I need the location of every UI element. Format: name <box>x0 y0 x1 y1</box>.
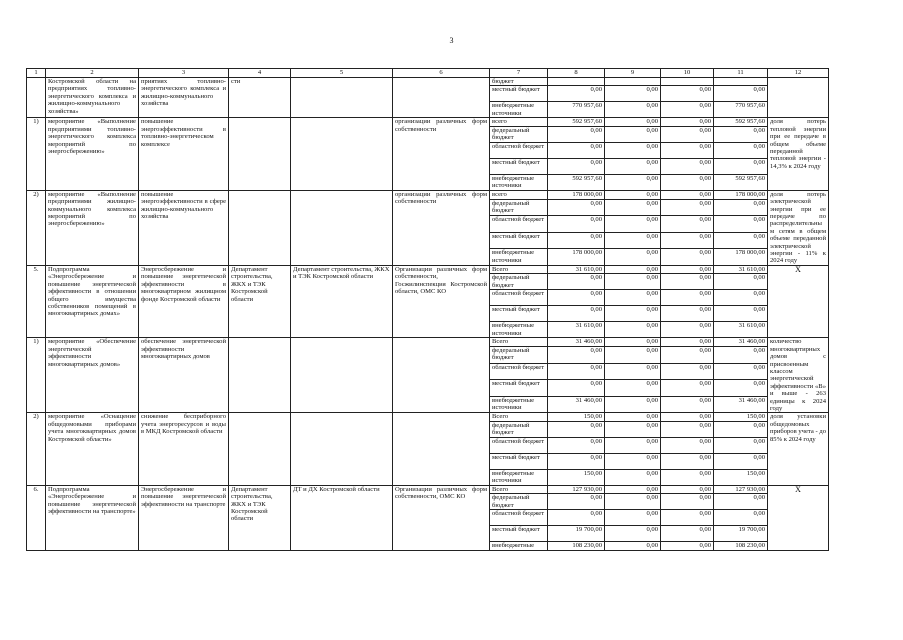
amount-col10: 0,00 <box>661 174 714 190</box>
amount-col9 <box>605 78 661 86</box>
col-header: 4 <box>229 69 291 78</box>
amount-col9: 0,00 <box>605 102 661 118</box>
amount-col10: 0,00 <box>661 86 714 102</box>
amount-col10: 0,00 <box>661 249 714 266</box>
amount-col9: 0,00 <box>605 190 661 199</box>
amount-total: 31 460,00 <box>548 396 605 413</box>
amount-col10: 0,00 <box>661 158 714 174</box>
event-goal: повышение энергоэффективности в сфере жилищно-коммунального хозяйства <box>139 190 229 265</box>
event-name: мероприятие «Выполнение предприятиями топливно-энергетического комплекса мероприятий по энергосбережению» <box>46 118 139 190</box>
amount-col11: 0,00 <box>714 274 768 290</box>
amount-total: 0,00 <box>548 126 605 142</box>
amount-col11: 0,00 <box>714 86 768 102</box>
amount-col10: 0,00 <box>661 274 714 290</box>
event-goal: Энергосбережение и повышение энергетической эффективности на транспорте <box>139 485 229 550</box>
amount-col10: 0,00 <box>661 118 714 126</box>
co-executor <box>291 338 393 413</box>
amount-col11: 0,00 <box>714 437 768 453</box>
funding-source: местный бюджет <box>490 86 548 102</box>
funding-source: внебюджетные <box>490 542 548 550</box>
event-name: Костромской области на предприятиях топливно-энергетического комплекса и жилищно-коммунального хозяйства» <box>46 78 139 118</box>
amount-col11: 0,00 <box>714 232 768 249</box>
amount-col11 <box>714 78 768 86</box>
target-indicator <box>768 78 829 118</box>
event-goal: обеспечение энергетической эффективности многоквартирных домов <box>139 338 229 413</box>
responsible-executor <box>229 338 291 413</box>
amount-col11: 0,00 <box>714 510 768 526</box>
participants: Организации различных форм собственности, ОМС КО <box>393 485 490 550</box>
amount-total: 150,00 <box>548 469 605 485</box>
table-row <box>27 338 829 347</box>
funding-source: бюджет <box>490 78 548 86</box>
amount-col11: 0,00 <box>714 494 768 510</box>
amount-col11: 150,00 <box>714 413 768 421</box>
amount-total: 31 610,00 <box>548 265 605 273</box>
funding-source: федеральный бюджет <box>490 346 548 363</box>
amount-col11: 150,00 <box>714 469 768 485</box>
col-header: 9 <box>605 69 661 78</box>
amount-col11: 178 000,00 <box>714 249 768 266</box>
amount-total: 0,00 <box>548 158 605 174</box>
amount-col9: 0,00 <box>605 469 661 485</box>
responsible-executor <box>229 118 291 190</box>
amount-col9: 0,00 <box>605 453 661 469</box>
row-number: 5. <box>27 265 46 337</box>
event-name: Подпрограмма «Энергосбережение и повышение энергетической эффективности на транспорте» <box>46 485 139 550</box>
amount-col10: 0,00 <box>661 216 714 233</box>
amount-col9: 0,00 <box>605 510 661 526</box>
col-header: 6 <box>393 69 490 78</box>
row-number: 6. <box>27 485 46 550</box>
amount-col9: 0,00 <box>605 396 661 413</box>
responsible-executor: Департамент строительства, ЖКХ и ТЭК Костромской области <box>229 265 291 337</box>
amount-col10: 0,00 <box>661 142 714 158</box>
amount-total: 0,00 <box>548 306 605 322</box>
amount-col9: 0,00 <box>605 346 661 363</box>
col-header: 1 <box>27 69 46 78</box>
amount-total: 31 460,00 <box>548 338 605 347</box>
amount-col11: 0,00 <box>714 363 768 380</box>
amount-col11: 0,00 <box>714 290 768 306</box>
amount-col11: 0,00 <box>714 126 768 142</box>
funding-source: областной бюджет <box>490 216 548 233</box>
amount-col11: 0,00 <box>714 380 768 397</box>
funding-source: всего <box>490 118 548 126</box>
amount-total: 108 230,00 <box>548 542 605 550</box>
amount-col10: 0,00 <box>661 485 714 493</box>
funding-source: местный бюджет <box>490 380 548 397</box>
amount-total: 0,00 <box>548 274 605 290</box>
amount-col10: 0,00 <box>661 338 714 347</box>
amount-col11: 0,00 <box>714 199 768 216</box>
amount-col9: 0,00 <box>605 158 661 174</box>
participants <box>393 78 490 118</box>
amount-col11: 0,00 <box>714 346 768 363</box>
amount-total: 178 000,00 <box>548 190 605 199</box>
amount-col10: 0,00 <box>661 526 714 542</box>
table-row <box>27 485 829 493</box>
amount-col10: 0,00 <box>661 437 714 453</box>
participants <box>393 413 490 485</box>
amount-col9: 0,00 <box>605 265 661 273</box>
amount-total: 19 700,00 <box>548 526 605 542</box>
amount-col10: 0,00 <box>661 199 714 216</box>
table-row <box>27 413 829 421</box>
amount-total: 0,00 <box>548 232 605 249</box>
amount-col10: 0,00 <box>661 265 714 273</box>
event-name: мероприятие «Выполнение предприятиями жилищно-коммунального комплекса мероприятий по энергосбережению» <box>46 190 139 265</box>
amount-total: 127 930,00 <box>548 485 605 493</box>
amount-col11: 592 957,60 <box>714 118 768 126</box>
co-executor <box>291 190 393 265</box>
amount-col10: 0,00 <box>661 306 714 322</box>
funding-source: Всего <box>490 485 548 493</box>
funding-source: местный бюджет <box>490 158 548 174</box>
co-executor <box>291 118 393 190</box>
target-indicator: доля потерь тепловой энергии при ее передаче в общем объеме переданной тепловой энергии - 14,3% к 2024 году <box>768 118 829 190</box>
col-header: 5 <box>291 69 393 78</box>
program-funding-table <box>26 68 829 551</box>
table-row <box>27 118 829 126</box>
amount-col10: 0,00 <box>661 232 714 249</box>
col-header: 3 <box>139 69 229 78</box>
amount-col9: 0,00 <box>605 322 661 338</box>
event-goal: приятиях топливно-энергетического комплекса и жилищно-коммунального хозяйства <box>139 78 229 118</box>
amount-total: 0,00 <box>548 421 605 437</box>
funding-source: федеральный бюджет <box>490 274 548 290</box>
row-number: 1) <box>27 338 46 413</box>
table-row <box>27 78 829 86</box>
amount-col11: 0,00 <box>714 421 768 437</box>
table-row <box>27 265 829 273</box>
amount-total: 31 610,00 <box>548 322 605 338</box>
amount-col10: 0,00 <box>661 380 714 397</box>
amount-col9: 0,00 <box>605 306 661 322</box>
amount-col9: 0,00 <box>605 274 661 290</box>
amount-col11: 31 610,00 <box>714 322 768 338</box>
amount-col10 <box>661 78 714 86</box>
page-number: 3 <box>449 36 454 45</box>
responsible-executor: Департамент строительства, ЖКХ и ТЭК Костромской области <box>229 485 291 550</box>
co-executor <box>291 413 393 485</box>
amount-total: 0,00 <box>548 437 605 453</box>
amount-col10: 0,00 <box>661 363 714 380</box>
amount-col10: 0,00 <box>661 396 714 413</box>
amount-col9: 0,00 <box>605 421 661 437</box>
funding-source: внебюджетные источники <box>490 249 548 266</box>
amount-col11: 770 957,60 <box>714 102 768 118</box>
amount-col9: 0,00 <box>605 174 661 190</box>
funding-source: Всего <box>490 338 548 347</box>
co-executor: ДТ и ДХ Костромской области <box>291 485 393 550</box>
target-indicator: Х <box>768 265 829 337</box>
funding-source: внебюджетные источники <box>490 469 548 485</box>
amount-col10: 0,00 <box>661 542 714 550</box>
amount-col9: 0,00 <box>605 380 661 397</box>
amount-col9: 0,00 <box>605 216 661 233</box>
amount-col9: 0,00 <box>605 494 661 510</box>
table-row <box>27 190 829 199</box>
amount-col10: 0,00 <box>661 102 714 118</box>
col-header: 12 <box>768 69 829 78</box>
amount-col11: 0,00 <box>714 216 768 233</box>
funding-source: внебюджетные источники <box>490 322 548 338</box>
amount-total: 0,00 <box>548 363 605 380</box>
amount-col11: 31 460,00 <box>714 396 768 413</box>
amount-total: 150,00 <box>548 413 605 421</box>
amount-col10: 0,00 <box>661 494 714 510</box>
amount-col9: 0,00 <box>605 437 661 453</box>
amount-col11: 0,00 <box>714 306 768 322</box>
funding-source: областной бюджет <box>490 142 548 158</box>
amount-col10: 0,00 <box>661 469 714 485</box>
row-number: 2) <box>27 190 46 265</box>
amount-total: 592 957,60 <box>548 174 605 190</box>
event-goal: снижение бесприборного учета энергоресурсов и воды в МКД Костромской области <box>139 413 229 485</box>
responsible-executor <box>229 190 291 265</box>
col-header: 8 <box>548 69 605 78</box>
col-header: 7 <box>490 69 548 78</box>
row-number: 1) <box>27 118 46 190</box>
funding-source: федеральный бюджет <box>490 494 548 510</box>
amount-col10: 0,00 <box>661 413 714 421</box>
amount-total: 770 957,60 <box>548 102 605 118</box>
funding-source: федеральный бюджет <box>490 421 548 437</box>
participants <box>393 338 490 413</box>
amount-col11: 31 610,00 <box>714 265 768 273</box>
amount-col10: 0,00 <box>661 190 714 199</box>
amount-col11: 592 957,60 <box>714 174 768 190</box>
col-header: 2 <box>46 69 139 78</box>
amount-total: 0,00 <box>548 290 605 306</box>
amount-col9: 0,00 <box>605 142 661 158</box>
amount-col9: 0,00 <box>605 363 661 380</box>
amount-total: 0,00 <box>548 346 605 363</box>
participants: Организации различных форм собственности, Госжилинспекция Костромской области, ОМС КО <box>393 265 490 337</box>
funding-source: федеральный бюджет <box>490 126 548 142</box>
funding-source: местный бюджет <box>490 232 548 249</box>
responsible-executor <box>229 413 291 485</box>
amount-col11: 31 460,00 <box>714 338 768 347</box>
amount-col9: 0,00 <box>605 126 661 142</box>
amount-total: 178 000,00 <box>548 249 605 266</box>
funding-source: всего <box>490 190 548 199</box>
col-header: 10 <box>661 69 714 78</box>
funding-source: внебюджетные источники <box>490 102 548 118</box>
amount-col10: 0,00 <box>661 290 714 306</box>
target-indicator: доля установки общедомовых приборов учета - до 85% к 2024 году <box>768 413 829 485</box>
funding-source: областной бюджет <box>490 510 548 526</box>
amount-total <box>548 78 605 86</box>
funding-source: областной бюджет <box>490 437 548 453</box>
amount-col9: 0,00 <box>605 199 661 216</box>
amount-total: 0,00 <box>548 453 605 469</box>
amount-col11: 127 930,00 <box>714 485 768 493</box>
amount-col9: 0,00 <box>605 413 661 421</box>
amount-col10: 0,00 <box>661 346 714 363</box>
amount-total: 592 957,60 <box>548 118 605 126</box>
amount-col10: 0,00 <box>661 322 714 338</box>
row-number: 2) <box>27 413 46 485</box>
responsible-executor: сти <box>229 78 291 118</box>
amount-col11: 0,00 <box>714 453 768 469</box>
amount-col9: 0,00 <box>605 542 661 550</box>
amount-total: 0,00 <box>548 494 605 510</box>
funding-source: Всего <box>490 265 548 273</box>
row-number <box>27 78 46 118</box>
target-indicator: доля потерь электрической энергии при ее передаче по распределительным сетям в общем объеме переданной электрической энергии - 11% к 2024 году <box>768 190 829 265</box>
co-executor: Департамент строительства, ЖКХ и ТЭК Костромской области <box>291 265 393 337</box>
amount-total: 0,00 <box>548 510 605 526</box>
amount-col9: 0,00 <box>605 485 661 493</box>
amount-col9: 0,00 <box>605 526 661 542</box>
event-goal: Энергосбережение и повышение энергетической эффективности в многоквартирном жилищном фонде Костромской области <box>139 265 229 337</box>
amount-col9: 0,00 <box>605 290 661 306</box>
event-goal: повышение энергоэффективности в топливно-энергетическом комплексе <box>139 118 229 190</box>
amount-col9: 0,00 <box>605 118 661 126</box>
funding-source: местный бюджет <box>490 526 548 542</box>
amount-total: 0,00 <box>548 199 605 216</box>
funding-source: местный бюджет <box>490 453 548 469</box>
funding-source: местный бюджет <box>490 306 548 322</box>
amount-total: 0,00 <box>548 380 605 397</box>
amount-col10: 0,00 <box>661 126 714 142</box>
amount-col9: 0,00 <box>605 86 661 102</box>
event-name: мероприятие «Оснащение общедомовыми приборами учета многоквартирных домов Костромской области» <box>46 413 139 485</box>
amount-col10: 0,00 <box>661 453 714 469</box>
co-executor <box>291 78 393 118</box>
amount-col9: 0,00 <box>605 338 661 347</box>
amount-col11: 108 230,00 <box>714 542 768 550</box>
target-indicator: количество многоквартирных домов с присвоенным классом энергетической эффективности «В» и выше - 263 единицы к 2024 году <box>768 338 829 413</box>
amount-col11: 178 000,00 <box>714 190 768 199</box>
funding-source: областной бюджет <box>490 290 548 306</box>
amount-col9: 0,00 <box>605 249 661 266</box>
amount-col9: 0,00 <box>605 232 661 249</box>
column-number-row <box>27 69 829 78</box>
target-indicator: Х <box>768 485 829 550</box>
funding-source: внебюджетные источники <box>490 396 548 413</box>
event-name: Подпрограмма «Энергосбережение и повышение энергетической эффективности в отношении общего имущества собственников помещений в многоквартирных домах» <box>46 265 139 337</box>
amount-col10: 0,00 <box>661 421 714 437</box>
amount-col11: 0,00 <box>714 158 768 174</box>
funding-source: областной бюджет <box>490 363 548 380</box>
participants: организации различных форм собственности <box>393 190 490 265</box>
amount-total: 0,00 <box>548 216 605 233</box>
funding-source: федеральный бюджет <box>490 199 548 216</box>
amount-total: 0,00 <box>548 86 605 102</box>
amount-col10: 0,00 <box>661 510 714 526</box>
col-header: 11 <box>714 69 768 78</box>
amount-col11: 0,00 <box>714 142 768 158</box>
amount-total: 0,00 <box>548 142 605 158</box>
amount-col11: 19 700,00 <box>714 526 768 542</box>
funding-source: внебюджетные источники <box>490 174 548 190</box>
participants: организации различных форм собственности <box>393 118 490 190</box>
funding-source: Всего <box>490 413 548 421</box>
event-name: мероприятие «Обеспечение энергетической эффективности многоквартирных домов» <box>46 338 139 413</box>
